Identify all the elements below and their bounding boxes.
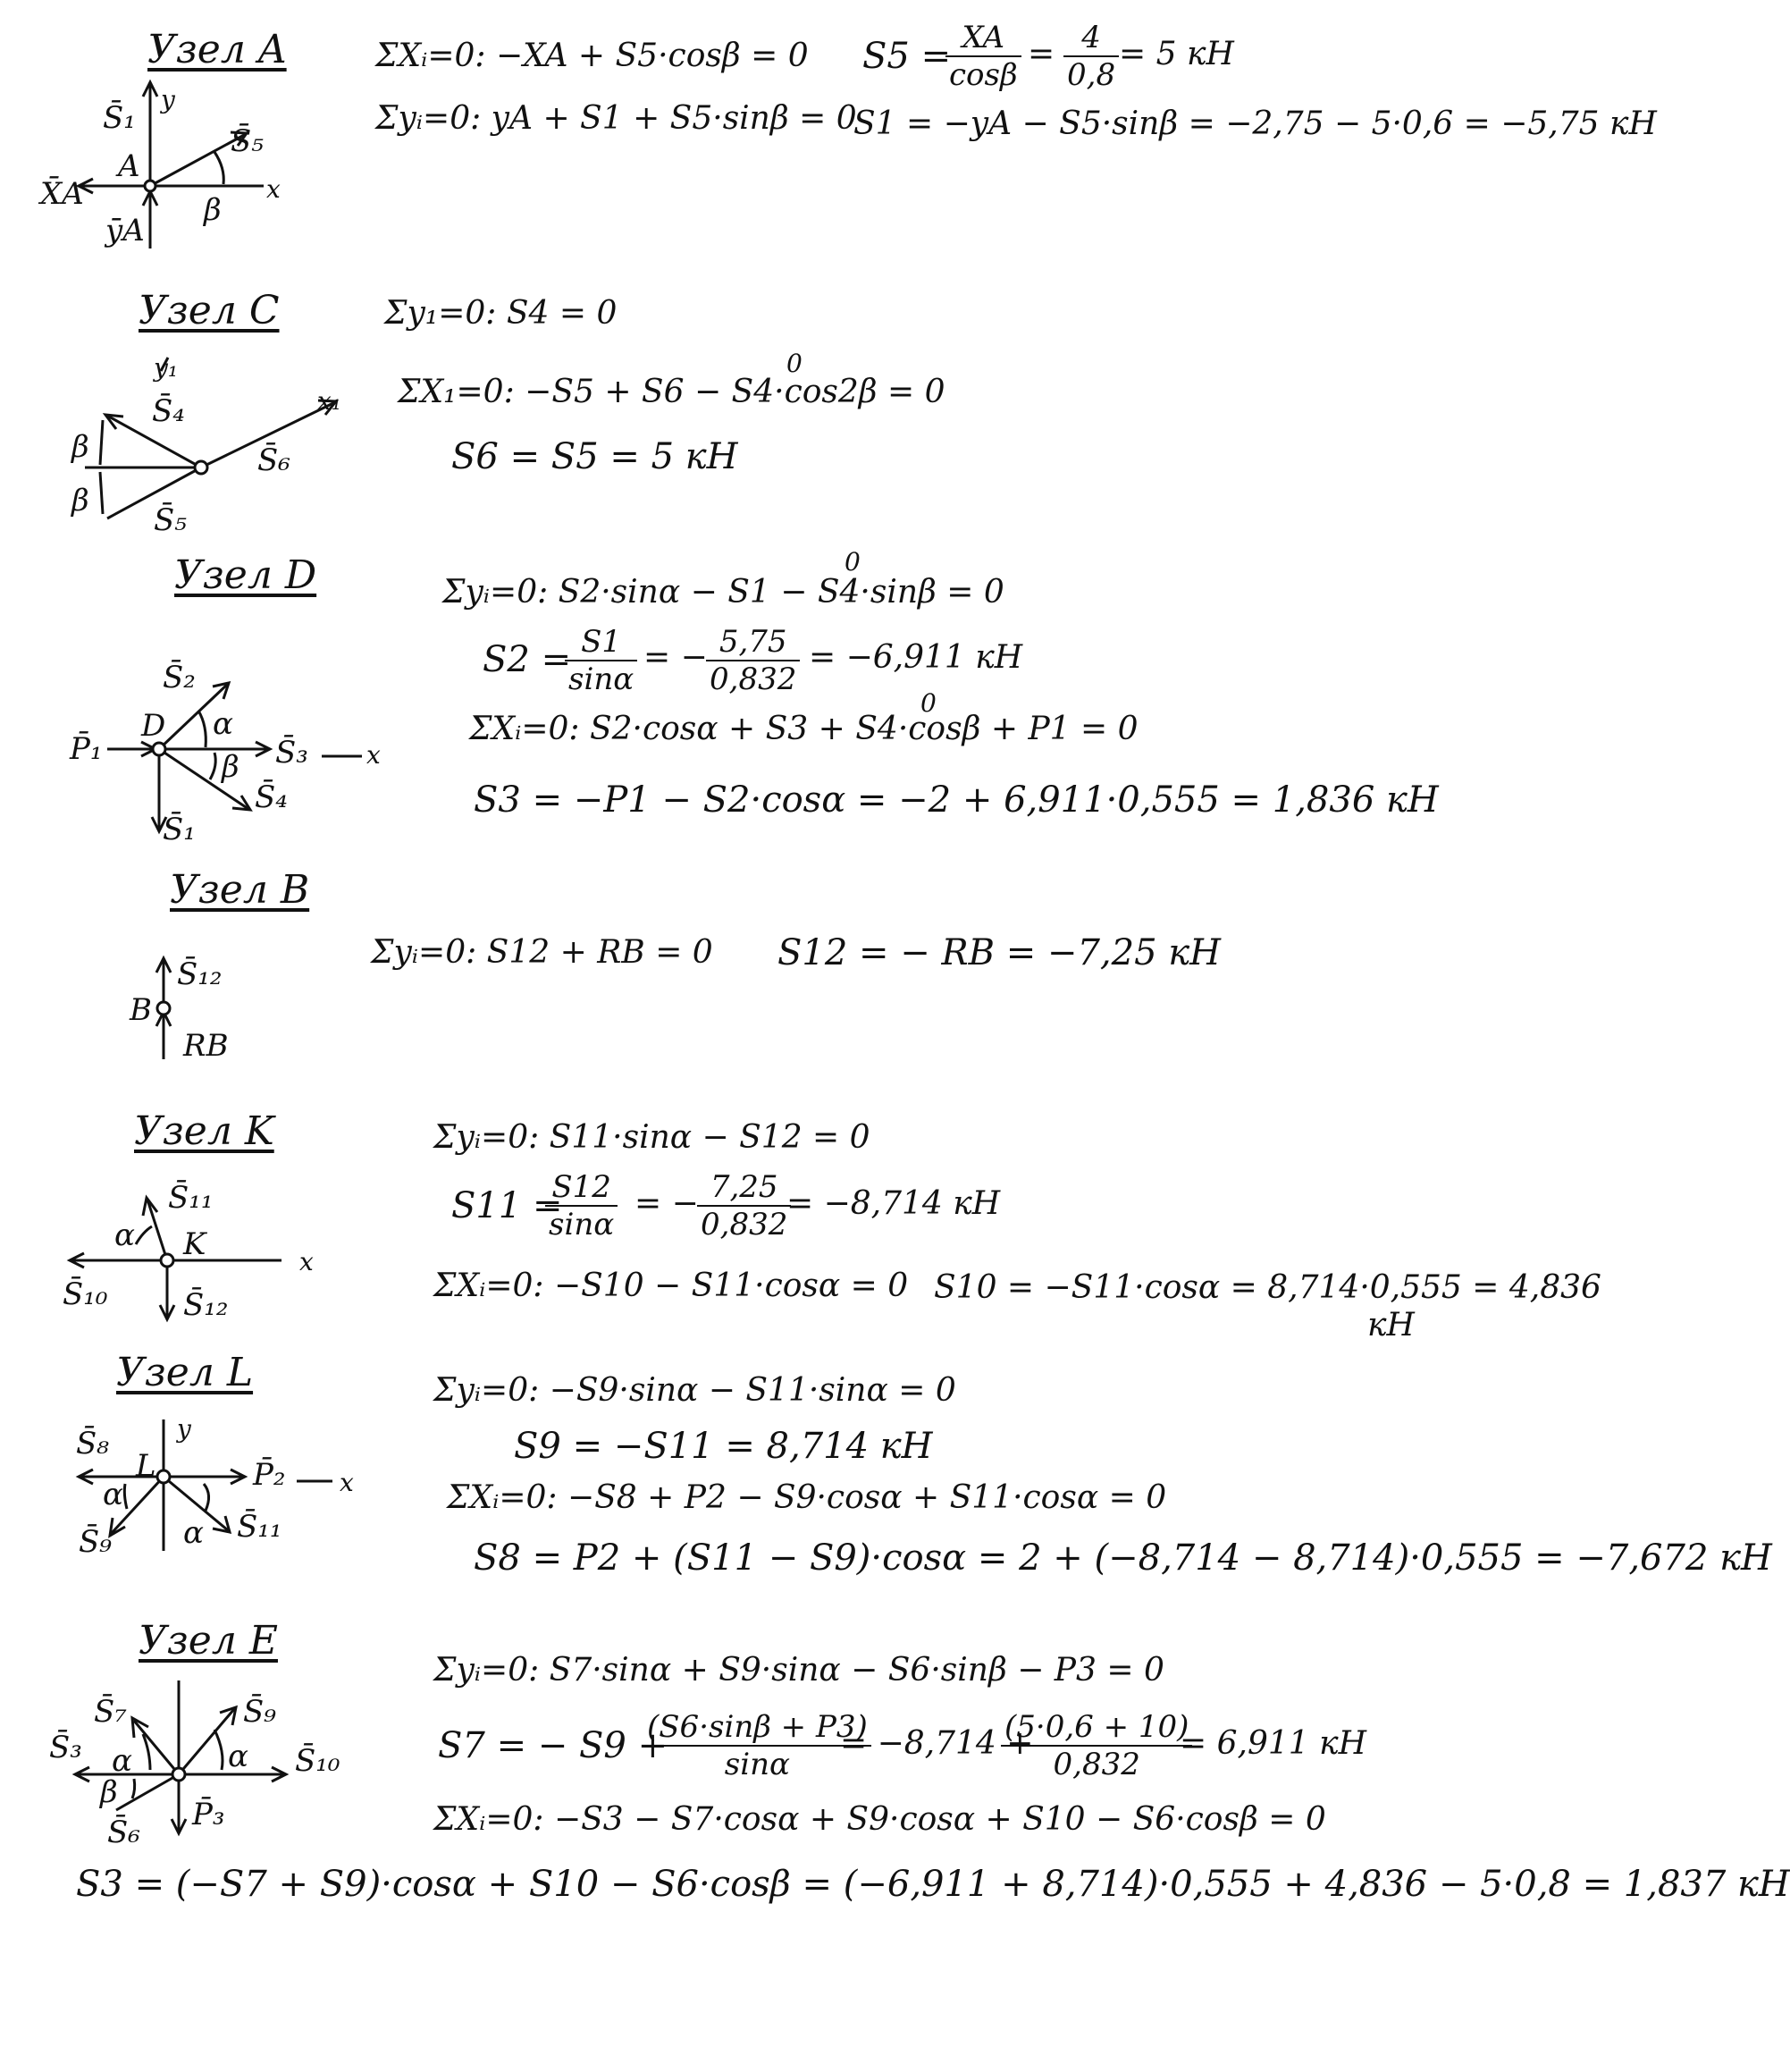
label-x: x	[366, 740, 381, 770]
frac-numerator: 7,25	[697, 1169, 791, 1207]
eq-d-s2-mid: = −	[643, 639, 708, 676]
eq-d-s2-result: = −6,911 кН	[809, 639, 1023, 676]
eq-d-sum-x: ΣXᵢ=0: S2·cosα + S3 + S4·cosβ + P1 = 0	[469, 711, 1139, 747]
eq-d-s2-lhs: S2 =	[483, 639, 572, 680]
label-s2: S̄₂	[163, 660, 196, 695]
eq-l-s9-result: S9 = −S11 = 8,714 кН	[514, 1426, 933, 1467]
label-x: x	[340, 1468, 354, 1497]
label-x1: x₁	[317, 386, 342, 416]
eq-a-sum-y: Σyᵢ=0: yA + S1 + S5·sinβ = 0	[375, 100, 857, 137]
label-s10: S̄₁₀	[295, 1743, 340, 1779]
label-alpha2: α	[183, 1515, 204, 1551]
eq-e-s3-result: S3 = (−S7 + S9)·cosα + S10 − S6·cosβ = (−6,911 + 8,714)·0,555 + 4,836 − 5·0,8 = 1,837 кН	[76, 1864, 1790, 1905]
s9-arrow	[179, 1709, 234, 1774]
node-b-header: Узел B	[170, 867, 310, 913]
node-c-header: Узел C	[139, 288, 280, 333]
eq-c-s6-result: S6 = S5 = 5 кН	[451, 436, 738, 477]
label-s11: S̄₁₁	[168, 1180, 214, 1216]
eq-e-s7-result: = 6,911 кН	[1180, 1725, 1367, 1762]
eq-a-s5-lhs: S5 =	[862, 36, 952, 77]
eq-a-s5-result: = 5 кН	[1119, 36, 1234, 72]
eq-a-s5-eq: =	[1028, 36, 1055, 72]
zero-mark: 0	[786, 349, 803, 378]
frac-denominator: sinα	[724, 1747, 790, 1782]
frac-denominator: sinα	[568, 661, 634, 697]
label-s6: S̄₆	[257, 442, 290, 478]
frac-numerator: XA	[945, 20, 1021, 57]
node-l-header: Узел L	[116, 1350, 254, 1395]
label-x: x	[266, 174, 281, 204]
eq-e-sum-x: ΣXᵢ=0: −S3 − S7·cosα + S9·cosα + S10 − S6·cosβ = 0	[433, 1801, 1326, 1838]
frac-numerator: (S6·sinβ + P3)	[643, 1709, 871, 1747]
frac-denominator: 0,832	[701, 1207, 788, 1242]
node-e-joint	[172, 1768, 185, 1781]
label-p2: P̄₂	[253, 1457, 286, 1493]
eq-a-s1-result: S1 = −yA − S5·sinβ = −2,75 − 5·0,6 = −5,75 кН	[853, 105, 1657, 142]
eq-k-s10-result: S10 = −S11·cosα = 8,714·0,555 = 4,836	[934, 1269, 1601, 1306]
frac-numerator: 5,75	[706, 624, 800, 661]
alpha2-arc	[214, 1730, 223, 1770]
frac-e-s7-2	[1001, 1709, 1192, 1782]
label-s5: S̄₅	[154, 502, 187, 538]
eq-k-s11-mid: = −	[634, 1185, 699, 1222]
label-p1: P̄₁	[70, 731, 103, 767]
node-a-header: Узел A	[147, 27, 287, 72]
label-beta: β	[100, 1774, 118, 1810]
label-s6: S̄₆	[107, 1815, 140, 1850]
frac-numerator: S1	[565, 624, 637, 661]
label-alpha1: α	[103, 1477, 123, 1512]
eq-l-sum-y: Σyᵢ=0: −S9·sinα − S11·sinα = 0	[433, 1372, 956, 1409]
frac-denominator: 0,832	[1053, 1747, 1140, 1782]
label-xa: X̄A	[40, 176, 84, 212]
eq-l-s8-result: S8 = P2 + (S11 − S9)·cosα = 2 + (−8,714 − 8,714)·0,555 = −7,672 кН	[474, 1537, 1772, 1579]
label-p3: P̄₃	[192, 1797, 225, 1832]
eq-k-s11-result: = −8,714 кН	[786, 1185, 1001, 1222]
label-s3: S̄₃	[275, 735, 308, 771]
label-s1: S̄₁	[163, 812, 196, 847]
zero-mark-2: 0	[920, 688, 937, 718]
eq-k-s11-lhs: S11 =	[451, 1185, 563, 1226]
label-alpha2: α	[228, 1739, 248, 1774]
frac-a-s5-2	[1063, 20, 1119, 93]
frac-numerator: S12	[545, 1169, 618, 1207]
frac-d-s2-2	[706, 624, 800, 697]
frac-a-s5-1	[945, 20, 1021, 93]
label-alpha: α	[213, 706, 233, 742]
s7-arrow	[134, 1721, 179, 1774]
eq-b-s12-result: S12 = − RB = −7,25 кН	[777, 932, 1221, 973]
s6-arrow	[116, 1774, 179, 1810]
label-s4: S̄₄	[255, 779, 288, 815]
eq-a-sum-x: ΣXᵢ=0: −XA + S5·cosβ = 0	[375, 38, 809, 74]
beta-arc	[132, 1779, 135, 1798]
label-beta2: β	[71, 483, 89, 518]
label-s10: S̄₁₀	[63, 1276, 108, 1312]
frac-numerator: (5·0,6 + 10)	[1001, 1709, 1192, 1747]
frac-denominator: 0,832	[710, 661, 797, 697]
node-k-header: Узел K	[134, 1108, 274, 1154]
eq-e-s7-mid: = −8,714 +	[840, 1725, 1034, 1762]
zero-mark-1: 0	[845, 547, 861, 577]
label-beta: β	[204, 192, 222, 228]
eq-k-sum-x: ΣXᵢ=0: −S10 − S11·cosα = 0	[433, 1268, 909, 1304]
eq-e-s7-lhs: S7 = − S9 +	[438, 1725, 668, 1766]
eq-k-sum-y: Σyᵢ=0: S11·sinα − S12 = 0	[433, 1119, 870, 1156]
label-s12: S̄₁₂	[177, 956, 223, 992]
label-s11: S̄₁₁	[237, 1509, 282, 1545]
label-s12: S̄₁₂	[183, 1287, 229, 1323]
frac-k-s11-1	[545, 1169, 618, 1242]
frac-denominator: sinα	[549, 1207, 615, 1242]
label-s5: S̄₅	[231, 123, 264, 159]
label-a: A	[118, 148, 140, 184]
eq-k-s10-unit: кН	[1367, 1307, 1415, 1343]
label-k: K	[183, 1226, 206, 1262]
label-s8: S̄₈	[76, 1426, 109, 1461]
label-y1: y₁	[154, 353, 179, 383]
label-s1: S̄₁	[103, 100, 136, 136]
eq-c-sum-y1: Σy₁=0: S4 = 0	[384, 295, 618, 332]
label-ya: ȳA	[105, 213, 145, 248]
label-d: D	[141, 708, 166, 744]
node-e-diagram	[0, 0, 375, 1877]
label-rb: RB	[183, 1028, 229, 1064]
frac-d-s2-1	[565, 624, 637, 697]
label-s4: S̄₄	[152, 393, 185, 429]
label-s9: S̄₉	[79, 1524, 112, 1560]
label-b: B	[130, 992, 152, 1028]
label-beta: β	[222, 749, 240, 785]
eq-b-sum-y: Σyᵢ=0: S12 + RB = 0	[371, 934, 713, 971]
label-l: L	[136, 1448, 156, 1484]
eq-c-sum-x1: ΣX₁=0: −S5 + S6 − S4·cos2β = 0	[398, 374, 945, 410]
frac-denominator: 0,8	[1067, 57, 1116, 93]
label-y: y	[161, 85, 175, 114]
label-y: y	[177, 1414, 191, 1444]
label-alpha1: α	[112, 1743, 132, 1779]
eq-d-s3-result: S3 = −P1 − S2·cosα = −2 + 6,911·0,555 = 1,836 кН	[474, 779, 1439, 821]
frac-k-s11-2	[697, 1169, 791, 1242]
label-s7: S̄₇	[94, 1694, 127, 1730]
label-alpha: α	[114, 1217, 135, 1253]
frac-denominator: cosβ	[949, 57, 1018, 93]
eq-l-sum-x: ΣXᵢ=0: −S8 + P2 − S9·cosα + S11·cosα = 0	[447, 1479, 1167, 1516]
frac-numerator: 4	[1063, 20, 1119, 57]
node-d-header: Узел D	[174, 552, 317, 598]
node-e-header: Узел E	[139, 1618, 278, 1663]
label-s9: S̄₉	[243, 1694, 276, 1730]
eq-e-sum-y: Σyᵢ=0: S7·sinα + S9·sinα − S6·sinβ − P3 = 0	[433, 1652, 1164, 1689]
eq-d-sum-y: Σyᵢ=0: S2·sinα − S1 − S4·sinβ = 0	[442, 574, 1004, 611]
label-x: x	[299, 1247, 314, 1276]
frac-e-s7-1	[643, 1709, 871, 1782]
label-s3: S̄₃	[49, 1730, 82, 1765]
label-beta1: β	[71, 429, 89, 465]
